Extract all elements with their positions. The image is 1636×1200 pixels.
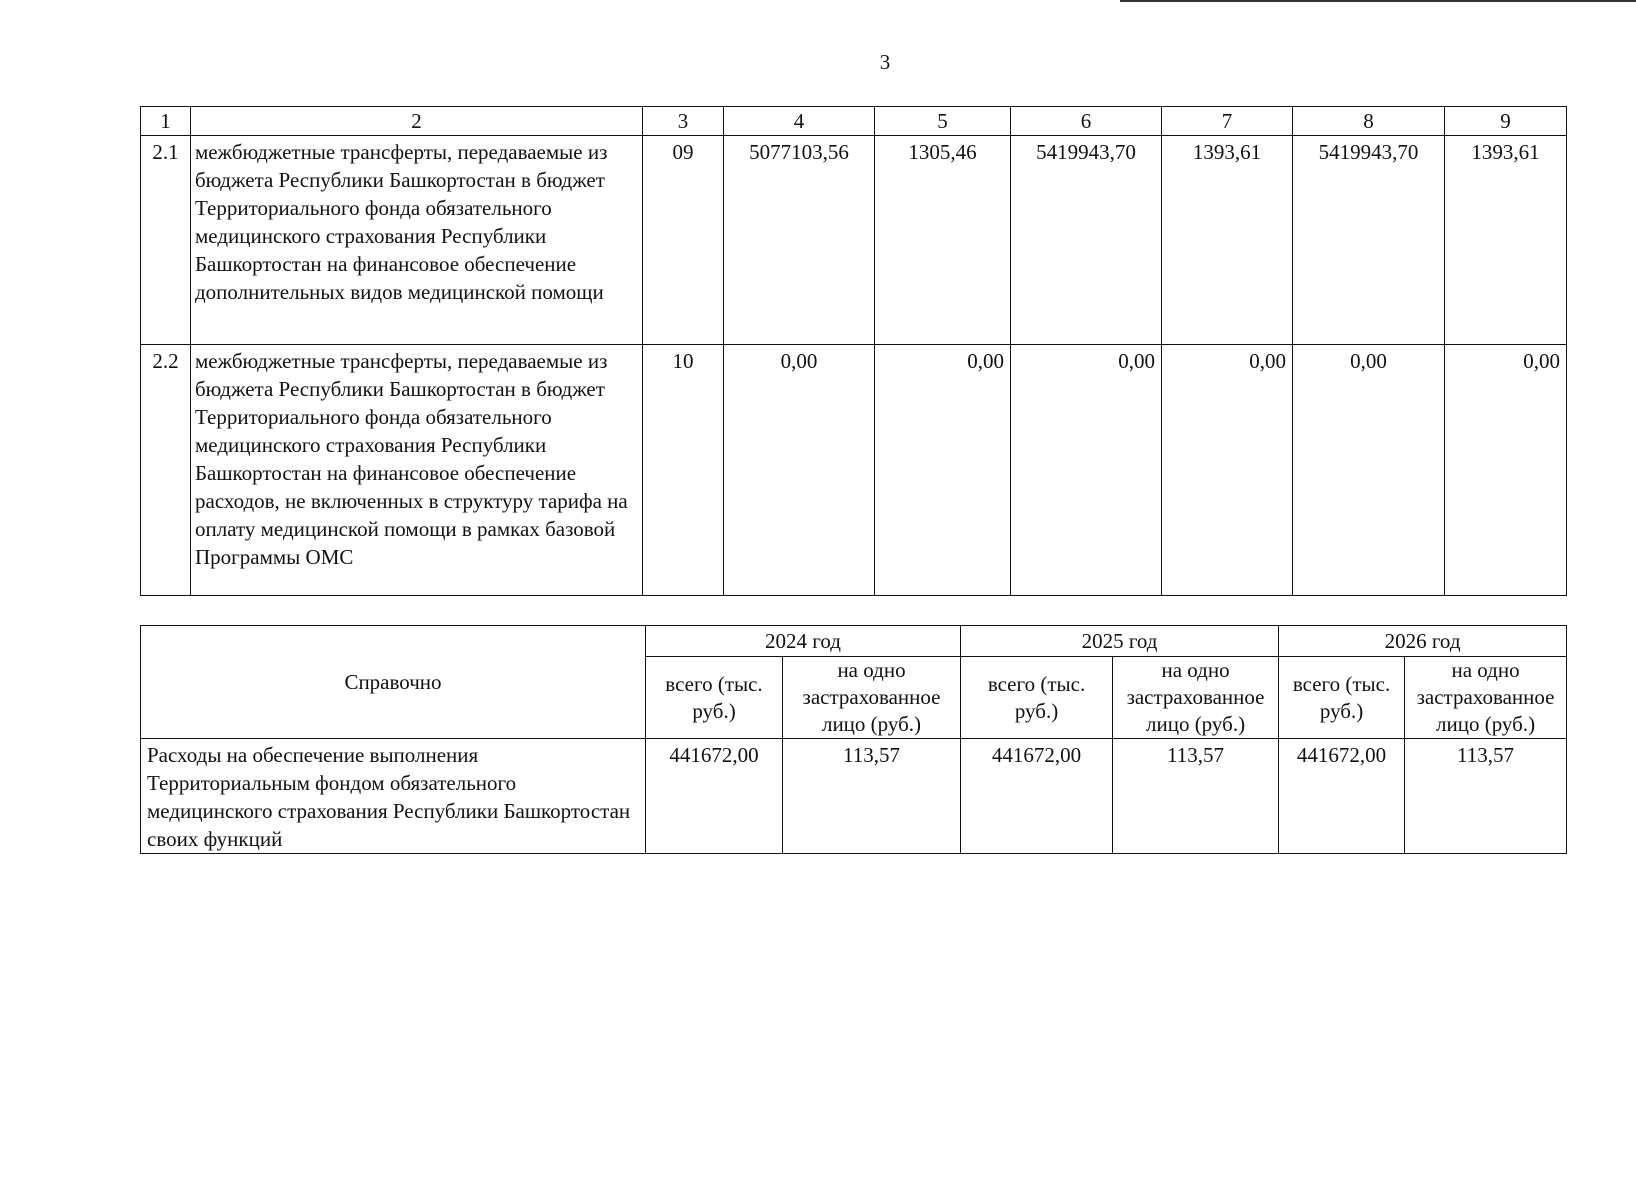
row-code: 10 bbox=[643, 345, 724, 596]
row-value-col4: 5077103,56 bbox=[724, 136, 875, 345]
subheader-total: всего (тыс. руб.) bbox=[1279, 657, 1405, 739]
row-value-col4: 0,00 bbox=[724, 345, 875, 596]
row-value-col9: 1393,61 bbox=[1445, 136, 1567, 345]
subheader-per-person: на одно застрахованное лицо (руб.) bbox=[1405, 657, 1567, 739]
table-row bbox=[141, 345, 1567, 596]
value-2025-total: 441672,00 bbox=[961, 739, 1113, 854]
page-number: 3 bbox=[879, 50, 891, 74]
row-value-col7: 0,00 bbox=[1162, 345, 1293, 596]
reference-data-row bbox=[141, 739, 1567, 854]
column-number: 3 bbox=[643, 107, 724, 136]
subheader-per-person: на одно застрахованное лицо (руб.) bbox=[783, 657, 961, 739]
value-2026-total: 441672,00 bbox=[1279, 739, 1405, 854]
column-number: 4 bbox=[724, 107, 875, 136]
column-number: 6 bbox=[1011, 107, 1162, 136]
row-value-col5: 1305,46 bbox=[875, 136, 1011, 345]
column-number-row bbox=[141, 107, 1567, 136]
main-table bbox=[140, 106, 1567, 596]
row-value-col5: 0,00 bbox=[875, 345, 1011, 596]
subheader-total: всего (тыс. руб.) bbox=[646, 657, 783, 739]
column-number: 7 bbox=[1162, 107, 1293, 136]
value-2025-per-person: 113,57 bbox=[1113, 739, 1279, 854]
year-header-2026: 2026 год bbox=[1279, 626, 1567, 657]
subheader-per-person: на одно застрахованное лицо (руб.) bbox=[1113, 657, 1279, 739]
reference-row-description: Расходы на обеспечение выполнения Территориальным фондом обязательного медицинского страхования Республики Башкортостан своих функций bbox=[141, 739, 646, 854]
year-header-row bbox=[141, 626, 1567, 657]
row-value-col9: 0,00 bbox=[1445, 345, 1567, 596]
reference-table bbox=[140, 625, 1567, 854]
value-2024-total: 441672,00 bbox=[646, 739, 783, 854]
row-value-col8: 0,00 bbox=[1293, 345, 1445, 596]
column-number: 2 bbox=[191, 107, 643, 136]
table-row bbox=[141, 136, 1567, 345]
reference-label: Справочно bbox=[141, 626, 646, 739]
year-header-2025: 2025 год bbox=[961, 626, 1279, 657]
value-2024-per-person: 113,57 bbox=[783, 739, 961, 854]
column-number: 9 bbox=[1445, 107, 1567, 136]
year-header-2024: 2024 год bbox=[646, 626, 961, 657]
row-number: 2.2 bbox=[141, 345, 191, 596]
column-number: 8 bbox=[1293, 107, 1445, 136]
row-number: 2.1 bbox=[141, 136, 191, 345]
row-value-col7: 1393,61 bbox=[1162, 136, 1293, 345]
column-number: 5 bbox=[875, 107, 1011, 136]
subheader-total: всего (тыс. руб.) bbox=[961, 657, 1113, 739]
row-description: межбюджетные трансферты, передаваемые из бюджета Республики Башкортостан в бюджет Территориального фонда обязательного медицинского страхования Республики Башкортостан на финансовое обеспечение расходов, не включенных в структуру тарифа на оплату медицинской помощи в рамках базовой Программы ОМС bbox=[191, 345, 643, 596]
row-value-col6: 5419943,70 bbox=[1011, 136, 1162, 345]
top-edge-rule bbox=[1120, 0, 1636, 2]
row-value-col6: 0,00 bbox=[1011, 345, 1162, 596]
row-code: 09 bbox=[643, 136, 724, 345]
value-2026-per-person: 113,57 bbox=[1405, 739, 1567, 854]
row-value-col8: 5419943,70 bbox=[1293, 136, 1445, 345]
row-description: межбюджетные трансферты, передаваемые из бюджета Республики Башкортостан в бюджет Территориального фонда обязательного медицинского страхования Республики Башкортостан на финансовое обеспечение дополнительных видов медицинской помощи bbox=[191, 136, 643, 345]
column-number: 1 bbox=[141, 107, 191, 136]
